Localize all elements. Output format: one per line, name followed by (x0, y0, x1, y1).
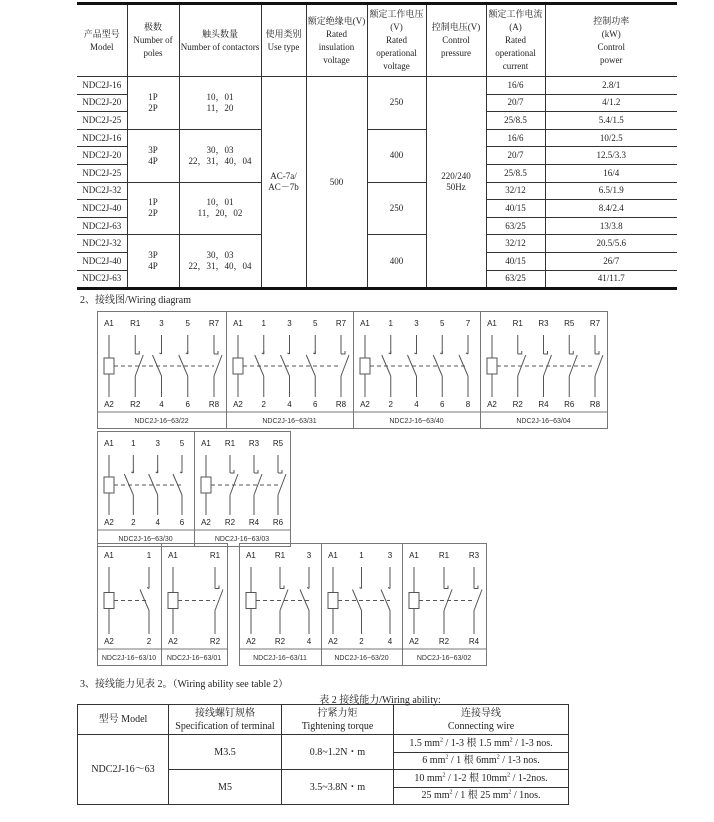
coil-icon (168, 593, 178, 609)
superscript: 2 (442, 772, 446, 779)
nc-contact-icon (254, 470, 262, 495)
terminal-label-bottom: 4 (159, 400, 164, 409)
nc-contact-icon (569, 351, 577, 376)
terminal-label-bottom: A2 (360, 400, 370, 409)
terminal-label-bottom: 4 (387, 637, 393, 646)
column-header: 控制功率 (kW) Control power (545, 4, 677, 77)
terminal-label-top: 3 (414, 319, 419, 328)
current-cell: 16/6 (486, 77, 545, 95)
no-contact-icon (173, 470, 182, 495)
coil-icon (201, 477, 211, 493)
table-row (77, 77, 677, 95)
wiring-diagram (97, 311, 227, 429)
terminal-label-bottom: A2 (201, 518, 211, 527)
model-cell: NDC2J-25 (77, 112, 127, 130)
header-wire: 连接导线 Connecting wire (394, 705, 569, 735)
torque-cell: 0.8~1.2N・m (282, 735, 394, 770)
terminal-label-top: 1 (388, 319, 393, 328)
diagram-caption: NDC2J-16~63/10 (101, 655, 157, 662)
terminal-label-bottom: 6 (179, 518, 185, 527)
diagram-frame (227, 312, 354, 429)
terminal-label-bottom: 2 (388, 400, 393, 409)
column-header: 控制电压(V) Control pressure (426, 4, 486, 77)
terminal-label-bottom: 6 (185, 400, 190, 409)
no-contact-icon (459, 351, 468, 376)
wire-cell (394, 735, 569, 753)
table-row (77, 129, 677, 147)
no-contact-icon (281, 351, 290, 376)
terminal-label-top: R1 (209, 551, 221, 560)
wire-text: / 1 根 6mm (448, 755, 497, 767)
terminal-label-top: 1 (359, 551, 364, 560)
terminal-label-bottom: A2 (233, 400, 243, 409)
terminal-label-top: A1 (201, 439, 211, 448)
current-cell: 63/25 (486, 270, 545, 289)
superscript: 2 (439, 737, 443, 744)
terminal-label-top: 3 (159, 319, 164, 328)
wire-text: / 1-2 根 10mm (445, 772, 508, 784)
terminal-label-top: R1 (274, 551, 286, 560)
terminal-label-bottom: 4 (306, 637, 312, 646)
column-header: 极数 Number of poles (127, 4, 179, 77)
coil-icon (104, 477, 114, 493)
terminal-label-top: R7 (208, 319, 220, 328)
nc-contact-icon (595, 351, 603, 376)
power-cell: 4/1.2 (545, 94, 677, 112)
wiring-diagram (226, 311, 354, 429)
wire-text: / 1nos. (511, 790, 541, 802)
diagram-frame (354, 312, 481, 429)
terminal-label-bottom: R2 (209, 637, 221, 646)
no-contact-icon (300, 586, 309, 611)
diagram-caption: NDC2J-16~63/02 (416, 655, 472, 662)
power-cell: 5.4/1.5 (545, 112, 677, 130)
column-header: 额定绝缘电(V) Rated insulation voltage (306, 4, 367, 77)
poles-cell: 3P 4P (127, 235, 179, 289)
model-cell: NDC2J-20 (77, 94, 127, 112)
diagram-frame (481, 312, 608, 429)
diagram-caption: NDC2J-16~63/03 (214, 536, 270, 543)
nc-contact-icon (135, 351, 143, 376)
coil-icon (104, 358, 114, 374)
model-cell: NDC2J-16 (77, 129, 127, 147)
section-2-title: 2、接线图/Wiring diagram (80, 295, 191, 306)
nc-contact-icon (544, 351, 552, 376)
terminal-label-bottom: 2 (359, 637, 364, 646)
terminal-label-bottom: A2 (328, 637, 338, 646)
diagram-caption: NDC2J-16~63/01 (166, 655, 222, 662)
power-cell: 12.5/3.3 (545, 147, 677, 165)
terminal-label-top: A1 (246, 551, 256, 560)
column-header: 额定工作电流 (A) Rated operational current (486, 4, 545, 77)
terminal-label-bottom: 8 (465, 400, 471, 409)
diagram-caption: NDC2J-16~63/22 (134, 418, 189, 425)
terminal-label-top: R1 (130, 319, 141, 328)
coil-icon (409, 593, 419, 609)
nc-contact-icon (280, 586, 288, 611)
diagram-caption: NDC2J-16~63/04 (516, 418, 571, 425)
power-cell: 10/2.5 (545, 129, 677, 147)
superscript: 2 (507, 772, 511, 779)
terminal-label-top: 1 (261, 319, 266, 328)
terminal-label-bottom: 2 (146, 637, 152, 646)
table-row (77, 182, 677, 200)
terminal-label-top: R5 (272, 439, 284, 448)
nc-contact-icon (474, 586, 482, 611)
terminal-label-bottom: A2 (104, 400, 114, 409)
terminal-label-bottom: A2 (104, 518, 114, 527)
operational-voltage-cell: 400 (367, 129, 426, 182)
no-contact-icon (124, 470, 133, 495)
terminal-label-bottom: R4 (538, 400, 549, 409)
terminal-label-bottom: A2 (409, 637, 419, 646)
superscript: 2 (445, 754, 449, 761)
terminal-label-bottom: R4 (468, 637, 480, 646)
diagram-frame (98, 312, 227, 429)
model-cell: NDC2J-40 (77, 200, 127, 218)
wiring-diagram (239, 543, 322, 666)
no-contact-icon (382, 351, 391, 376)
use-type-cell: AC-7a/ AC－7b (261, 77, 306, 289)
wire-cell (394, 770, 569, 788)
terminal-label-top: 5 (179, 439, 185, 448)
operational-voltage-cell: 400 (367, 235, 426, 289)
terminal-label-bottom: R2 (130, 400, 141, 409)
terminal-label-top: R7 (589, 319, 601, 328)
power-cell: 2.8/1 (545, 77, 677, 95)
terminal-label-bottom: 4 (155, 518, 160, 527)
diagram-caption: NDC2J-16~63/30 (118, 536, 173, 543)
wire-text: 10 mm (414, 772, 443, 784)
nc-contact-icon (214, 351, 222, 376)
coil-icon (328, 593, 338, 609)
operational-voltage-cell: 250 (367, 77, 426, 130)
terminal-label-top: R1 (512, 319, 523, 328)
terminal-label-top: 3 (287, 319, 292, 328)
no-contact-icon (433, 351, 442, 376)
model-cell: NDC2J-40 (77, 252, 127, 270)
current-cell: 25/8.5 (486, 164, 545, 182)
wire-cell (394, 787, 569, 805)
superscript: 2 (449, 789, 453, 796)
wire-text: 6 mm (422, 755, 446, 767)
wiring-diagram (353, 311, 481, 429)
wiring-table-title: 表 2 接线能力/Wiring ability: (319, 695, 441, 706)
diagram-caption: NDC2J-16~63/31 (262, 418, 317, 425)
terminal-label-bottom: R6 (272, 518, 284, 527)
model-cell: NDC2J-63 (77, 217, 127, 235)
column-header: 触头数量 Number of contactors (179, 4, 261, 77)
terminal-label-top: R3 (248, 439, 260, 448)
coil-icon (233, 358, 243, 374)
no-contact-icon (381, 586, 390, 611)
power-cell: 26/7 (545, 252, 677, 270)
terminal-label-top: A1 (104, 319, 114, 328)
diagram-caption: NDC2J-16~63/20 (334, 655, 389, 662)
terminal-label-bottom: 4 (287, 400, 292, 409)
header-model: 型号 Model (78, 705, 169, 735)
wiring-diagram (402, 543, 487, 666)
table-row (78, 735, 569, 753)
terminal-label-top: R1 (224, 439, 236, 448)
no-contact-icon (140, 586, 149, 611)
terminal-label-bottom: R8 (208, 400, 220, 409)
section-3-title: 3、接线能力见表 2。（Wiring ability see table 2） (80, 679, 289, 690)
terminal-label-top: 3 (306, 551, 312, 560)
contacts-cell: 30，03 22，31，40，04 (179, 235, 261, 289)
wiring-diagram (97, 431, 195, 547)
terminal-label-bottom: R2 (274, 637, 286, 646)
power-cell: 20.5/5.6 (545, 235, 677, 253)
terminal-label-top: A1 (168, 551, 178, 560)
current-cell: 40/15 (486, 200, 545, 218)
header-torque: 拧紧力矩 Tightening torque (282, 705, 394, 735)
power-cell: 6.5/1.9 (545, 182, 677, 200)
no-contact-icon (255, 351, 264, 376)
table-row (77, 235, 677, 253)
wire-text: / 1 根 25 mm (452, 790, 509, 802)
coil-icon (360, 358, 370, 374)
operational-voltage-cell: 250 (367, 182, 426, 235)
no-contact-icon (306, 351, 315, 376)
nc-contact-icon (341, 351, 349, 376)
terminal-label-top: A1 (360, 319, 370, 328)
terminal-label-top: R3 (468, 551, 480, 560)
coil-icon (487, 358, 497, 374)
terminal-label-top: 7 (465, 319, 471, 328)
terminal-label-bottom: R2 (438, 637, 450, 646)
wiring-ability-table (77, 704, 569, 805)
wire-text: / 1-3 nos. (499, 755, 540, 767)
power-cell: 16/4 (545, 164, 677, 182)
no-contact-icon (149, 470, 158, 495)
terminal-label-top: A1 (233, 319, 243, 328)
terminal-label-top: A1 (487, 319, 497, 328)
terminal-label-top: 1 (131, 439, 136, 448)
model-cell: NDC2J-63 (77, 270, 127, 289)
terminal-label-bottom: A2 (487, 400, 497, 409)
power-cell: 41/11.7 (545, 270, 677, 289)
coil-icon (104, 593, 114, 609)
wire-text: / 1-2nos. (510, 772, 548, 784)
diagram-caption: NDC2J-16~63/11 (253, 655, 307, 662)
terminal-label-top: A1 (328, 551, 338, 560)
terminal-cell: M5 (169, 770, 282, 805)
nc-contact-icon (215, 586, 223, 611)
terminal-label-top: A1 (104, 551, 114, 560)
wiring-diagram (194, 431, 291, 547)
current-cell: 40/15 (486, 252, 545, 270)
terminal-label-bottom: A2 (168, 637, 178, 646)
nc-contact-icon (444, 586, 452, 611)
terminal-label-bottom: 4 (414, 400, 419, 409)
wire-text: / 1-3 nos. (512, 737, 553, 749)
terminal-label-bottom: R2 (224, 518, 236, 527)
control-voltage-cell: 220/240 50Hz (426, 77, 486, 289)
current-cell: 25/8.5 (486, 112, 545, 130)
torque-cell: 3.5~3.8N・m (282, 770, 394, 805)
wire-text: 1.5 mm (409, 737, 440, 749)
terminal-label-bottom: R2 (512, 400, 523, 409)
terminal-label-top: R5 (564, 319, 575, 328)
superscript: 2 (509, 737, 513, 744)
current-cell: 20/7 (486, 94, 545, 112)
model-cell: NDC2J-32 (77, 235, 127, 253)
current-cell: 32/12 (486, 182, 545, 200)
superscript: 2 (508, 789, 512, 796)
coil-icon (246, 593, 256, 609)
wiring-diagram (97, 543, 162, 666)
terminal-label-bottom: 2 (261, 400, 266, 409)
current-cell: 16/6 (486, 129, 545, 147)
nc-contact-icon (278, 470, 286, 495)
model-cell: NDC2J-25 (77, 164, 127, 182)
terminal-label-top: A1 (409, 551, 419, 560)
no-contact-icon (353, 586, 362, 611)
terminal-label-bottom: R8 (335, 400, 347, 409)
no-contact-icon (153, 351, 162, 376)
column-header: 产品型号 Model (77, 4, 127, 77)
terminal-label-top: 5 (313, 319, 318, 328)
terminal-label-top: 3 (387, 551, 393, 560)
nc-contact-icon (230, 470, 238, 495)
terminal-label-top: 5 (185, 319, 190, 328)
power-cell: 8.4/2.4 (545, 200, 677, 218)
terminal-label-top: 1 (146, 551, 152, 560)
terminal-label-bottom: 6 (440, 400, 445, 409)
terminal-label-bottom: R4 (248, 518, 260, 527)
poles-cell: 1P 2P (127, 77, 179, 130)
wire-text: / 1-3 根 1.5 mm (442, 737, 510, 749)
model-cell: NDC2J-20 (77, 147, 127, 165)
wiring-diagram (321, 543, 403, 666)
diagram-caption: NDC2J-16~63/40 (389, 418, 444, 425)
model-cell: NDC2J-16 (77, 77, 127, 95)
column-header: 额定工作电压 (V) Rated operational voltage (367, 4, 426, 77)
nc-contact-icon (518, 351, 526, 376)
model-cell: NDC2J-32 (77, 182, 127, 200)
no-contact-icon (179, 351, 188, 376)
wire-cell (394, 752, 569, 770)
model-cell: NDC2J-16～63 (78, 735, 169, 805)
superscript: 2 (496, 754, 500, 761)
terminal-label-top: 3 (155, 439, 160, 448)
spec-table (77, 2, 677, 290)
terminal-label-bottom: R6 (564, 400, 575, 409)
terminal-label-bottom: A2 (246, 637, 256, 646)
column-header: 使用类别 Use type (261, 4, 306, 77)
terminal-label-top: R1 (438, 551, 450, 560)
current-cell: 32/12 (486, 235, 545, 253)
terminal-cell: M3.5 (169, 735, 282, 770)
terminal-label-bottom: 6 (313, 400, 318, 409)
insulation-voltage-cell: 500 (306, 77, 367, 289)
current-cell: 20/7 (486, 147, 545, 165)
no-contact-icon (408, 351, 417, 376)
power-cell: 13/3.8 (545, 217, 677, 235)
contacts-cell: 10，01 11，20 (179, 77, 261, 130)
wiring-diagram (161, 543, 228, 666)
terminal-label-bottom: A2 (104, 637, 114, 646)
wire-text: 25 mm (421, 790, 450, 802)
contacts-cell: 10，01 11，20，02 (179, 182, 261, 235)
header-terminal: 接线螺钉规格 Specification of terminal (169, 705, 282, 735)
poles-cell: 1P 2P (127, 182, 179, 235)
terminal-label-top: 5 (440, 319, 445, 328)
wiring-diagram (480, 311, 608, 429)
terminal-label-bottom: R8 (589, 400, 601, 409)
terminal-label-top: A1 (104, 439, 114, 448)
contacts-cell: 30，03 22，31，40，04 (179, 129, 261, 182)
current-cell: 63/25 (486, 217, 545, 235)
terminal-label-top: R7 (335, 319, 347, 328)
poles-cell: 3P 4P (127, 129, 179, 182)
terminal-label-top: R3 (538, 319, 549, 328)
terminal-label-bottom: 2 (131, 518, 136, 527)
